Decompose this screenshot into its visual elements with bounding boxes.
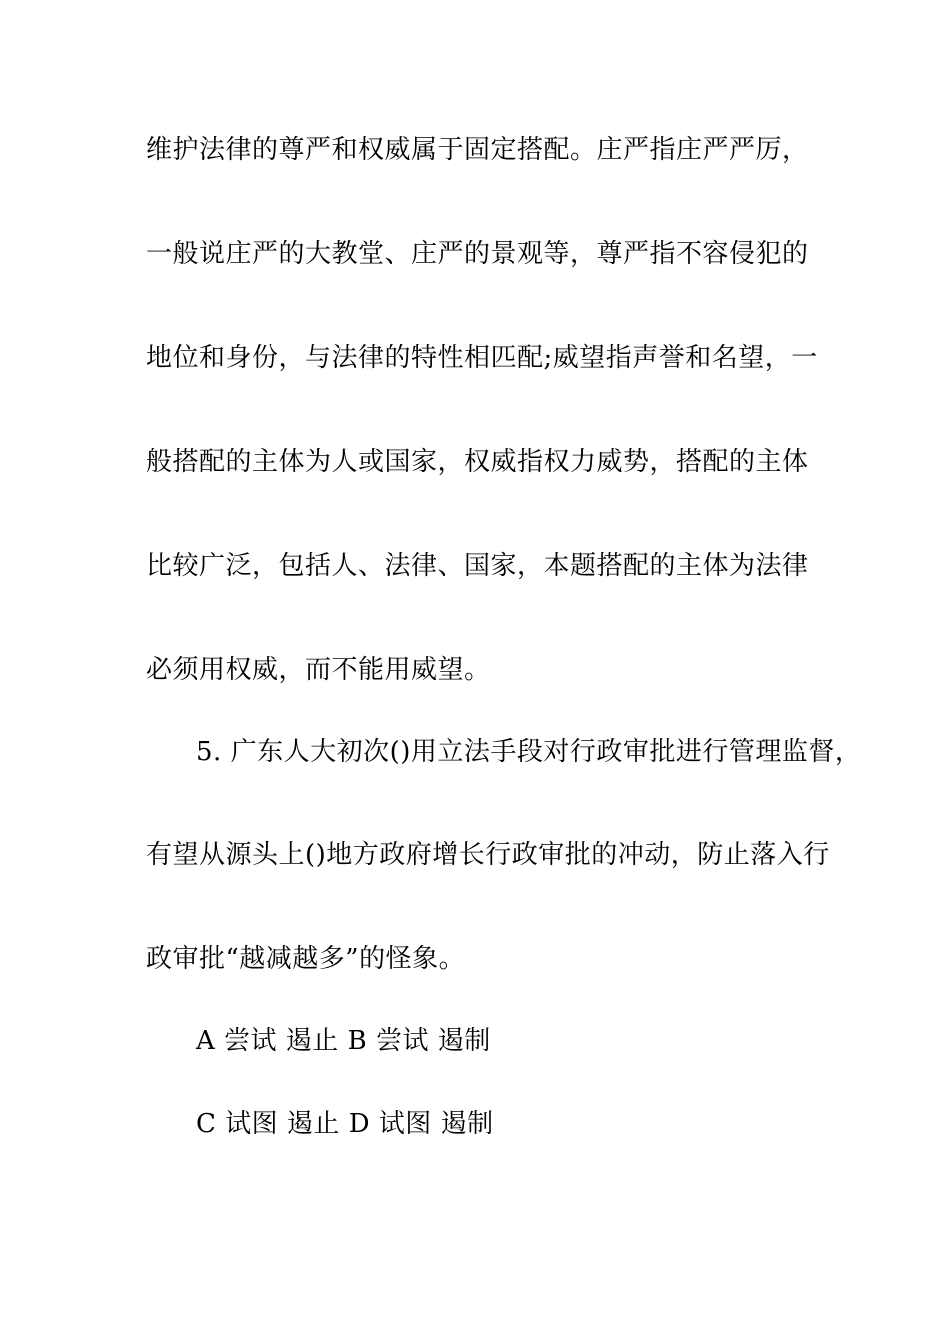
paragraph-line-1: 维护法律的尊严和权威属于固定搭配。庄严指庄严严厉，	[146, 135, 809, 165]
paragraph-line-5: 比较广泛，包括人、法律、国家，本题搭配的主体为法律	[146, 551, 809, 581]
question-5-line-1: 5. 广东人大初次()用立法手段对行政审批进行管理监督，	[196, 737, 862, 767]
paragraph-line-4: 般搭配的主体为人或国家，权威指权力威势，搭配的主体	[146, 447, 809, 477]
question-5-line-3: 政审批“越减越多”的怪象。	[146, 944, 466, 974]
options-line-ab: A 尝试 遏止 B 尝试 遏制	[196, 1026, 491, 1056]
paragraph-line-6: 必须用权威，而不能用威望。	[146, 655, 491, 685]
options-line-cd: C 试图 遏止 D 试图 遏制	[196, 1109, 494, 1139]
paragraph-line-2: 一般说庄严的大教堂、庄严的景观等，尊严指不容侵犯的	[146, 239, 809, 269]
question-5-line-2: 有望从源头上()地方政府增长行政审批的冲动，防止落入行	[146, 840, 830, 870]
paragraph-line-3: 地位和身份，与法律的特性相匹配;威望指声誉和名望，一	[146, 343, 818, 373]
